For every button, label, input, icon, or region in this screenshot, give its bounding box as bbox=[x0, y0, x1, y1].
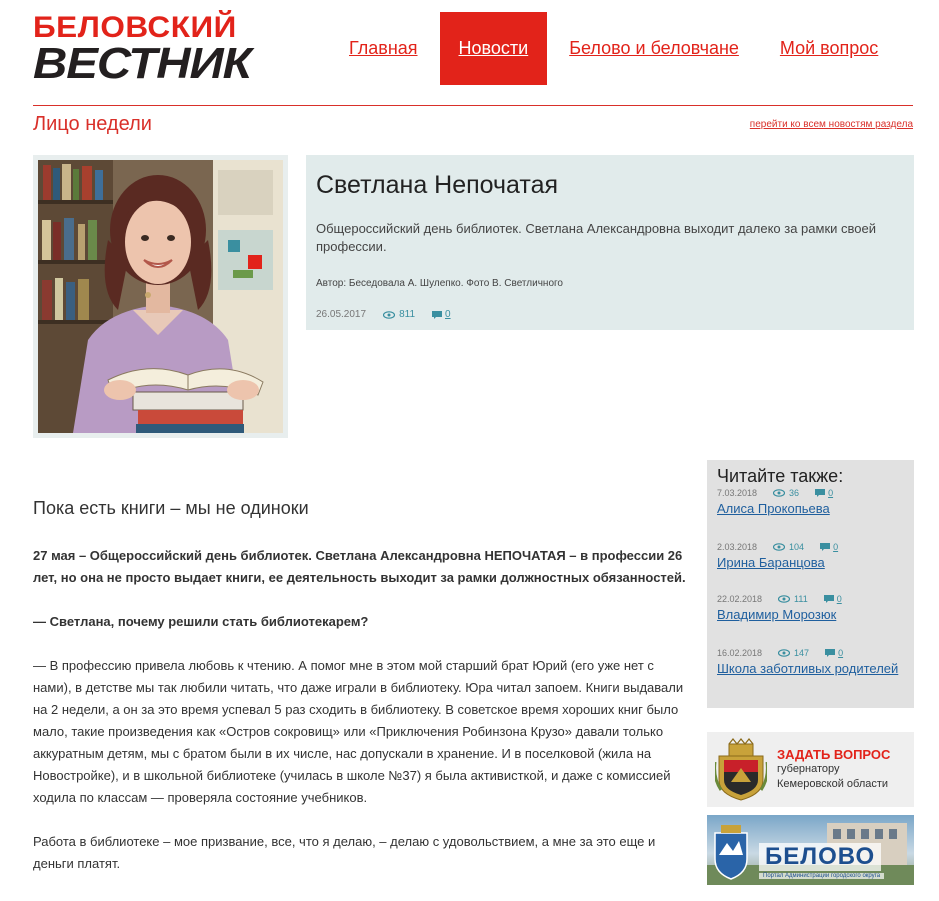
ask-governor-line3: Кемеровской области bbox=[777, 778, 889, 790]
read-also-views bbox=[773, 542, 804, 552]
read-also-comments-count[interactable]: 0 bbox=[828, 488, 834, 498]
section-title: Лицо недели bbox=[33, 113, 152, 135]
read-also-views-count: 36 bbox=[789, 488, 800, 498]
featured-views bbox=[383, 309, 415, 320]
read-also-comments-count[interactable]: 0 bbox=[836, 594, 842, 604]
read-also-date: 2.03.2018 bbox=[717, 542, 758, 552]
read-also-title: Читайте также: bbox=[717, 466, 844, 486]
eye-icon bbox=[778, 649, 790, 657]
main-nav bbox=[330, 12, 900, 85]
site-logo[interactable] bbox=[33, 11, 251, 88]
read-also-item bbox=[717, 646, 904, 678]
all-news-link[interactable]: перейти ко всем новостям раздела bbox=[749, 119, 913, 130]
featured-card bbox=[306, 155, 914, 330]
eye-icon bbox=[778, 595, 790, 603]
featured-comments-count[interactable]: 0 bbox=[445, 309, 451, 320]
featured-photo[interactable] bbox=[38, 160, 283, 433]
read-also-meta bbox=[717, 646, 904, 660]
read-also-views-count: 111 bbox=[794, 594, 808, 604]
read-also-comments[interactable] bbox=[820, 542, 838, 552]
read-also-meta bbox=[717, 486, 904, 500]
nav-item-home[interactable]: Главная bbox=[349, 38, 418, 58]
read-also-link[interactable]: Ирина Баранцова bbox=[717, 555, 825, 570]
comment-icon bbox=[432, 311, 442, 319]
read-also-views bbox=[778, 648, 809, 658]
article-answer: — В профессию привела любовь к чтению. А помог мне в этом мой старший брат Юрий (его уже нет с нами), в детстве мы так любили читать, что даже играли в библиотеку. Юра читал запоем. Книги выдавали на 2 недели, а он за это время успевал 5 раз сходить в библиотеку. В советское время хороших книг было мало, такие произведения как «Остров сокровищ» или «Приключения Робинзона Крузо» давали только аккуратным детям, мы с братом были в их числе, нас допускали в хранение. И в поселковой (жила на Новостройке), и в школьной библиотеке (училась в школе №37) я была активисткой, и даже с комиссией ходила по классам — проверяла состояние учебников. bbox=[33, 658, 684, 805]
logo-line-2: ВЕСТНИК bbox=[33, 39, 251, 88]
comment-icon bbox=[820, 543, 830, 551]
read-also-comments[interactable] bbox=[815, 488, 833, 498]
read-also-link[interactable]: Школа заботливых родителей bbox=[717, 661, 899, 676]
read-also-comments-count[interactable]: 0 bbox=[833, 542, 839, 552]
nav-item-my-question[interactable]: Мой вопрос bbox=[779, 38, 879, 58]
featured-title[interactable]: Светлана Непочатая bbox=[316, 171, 559, 199]
kemerovo-coat-of-arms-icon bbox=[715, 738, 767, 802]
article-intro: 27 мая – Общероссийский день библиотек. Светлана Александровна НЕПОЧАТАЯ – в профессии 26 лет, но она не просто выдает книги, ее деятельность выходит за рамки должностных обязанностей. bbox=[33, 548, 686, 585]
read-also-date: 7.03.2018 bbox=[717, 488, 758, 498]
read-also-meta bbox=[717, 540, 904, 554]
featured-author: Автор: Беседовала А. Шулепко. Фото В. Светличного bbox=[316, 278, 563, 289]
read-also-meta bbox=[717, 592, 904, 606]
read-also-comments[interactable] bbox=[825, 648, 843, 658]
eye-icon bbox=[773, 543, 785, 551]
featured-date: 26.05.2017 bbox=[316, 309, 367, 320]
comment-icon bbox=[824, 595, 834, 603]
header-divider bbox=[33, 105, 913, 106]
article-paragraph: Работа в библиотеке – мое призвание, все, что я делаю, – делаю с удовольствием, а мне за это еще и деньги платят. bbox=[33, 834, 656, 871]
read-also-item bbox=[717, 486, 904, 518]
belovo-banner-subtitle: Портал Администрации городского округа bbox=[759, 873, 884, 879]
read-also-panel bbox=[707, 460, 914, 708]
read-also-item bbox=[717, 592, 904, 624]
ask-governor-banner[interactable] bbox=[707, 732, 914, 807]
article-body bbox=[33, 497, 693, 897]
eye-icon bbox=[773, 489, 785, 497]
ask-governor-line2: губернатору bbox=[777, 763, 840, 775]
read-also-date: 22.02.2018 bbox=[717, 594, 763, 604]
read-also-comments-count[interactable]: 0 bbox=[838, 648, 844, 658]
featured-lead: Общероссийский день библиотек. Светлана Александровна выходит далеко за рамки своей профессии. bbox=[316, 221, 876, 254]
featured-views-count: 811 bbox=[399, 309, 416, 320]
read-also-views-count: 104 bbox=[789, 542, 805, 552]
read-also-views bbox=[773, 488, 799, 498]
belovo-portal-banner[interactable] bbox=[707, 815, 914, 885]
nav-item-news[interactable]: Новости bbox=[440, 12, 548, 85]
read-also-views bbox=[778, 594, 808, 604]
article-heading: Пока есть книги – мы не одиноки bbox=[33, 498, 309, 518]
logo-line-1: БЕЛОВСКИЙ bbox=[33, 11, 237, 44]
comment-icon bbox=[815, 489, 825, 497]
featured-meta bbox=[316, 309, 904, 320]
read-also-views-count: 147 bbox=[794, 648, 810, 658]
ask-governor-text bbox=[777, 747, 890, 792]
read-also-link[interactable]: Владимир Морозюк bbox=[717, 607, 837, 622]
eye-icon bbox=[383, 311, 395, 319]
read-also-comments[interactable] bbox=[824, 594, 842, 604]
article-question: — Светлана, почему решили стать библиотекарем? bbox=[33, 614, 369, 629]
read-also-item bbox=[717, 540, 904, 572]
read-also-date: 16.02.2018 bbox=[717, 648, 763, 658]
ask-governor-title: ЗАДАТЬ ВОПРОС bbox=[777, 747, 891, 762]
read-also-link[interactable]: Алиса Прокопьева bbox=[717, 501, 830, 516]
comment-icon bbox=[825, 649, 835, 657]
featured-photo-frame bbox=[33, 155, 288, 438]
belovo-banner-name: БЕЛОВО bbox=[759, 843, 881, 871]
featured-comments[interactable] bbox=[432, 309, 451, 320]
nav-item-belovo[interactable]: Белово и беловчане bbox=[569, 38, 739, 58]
